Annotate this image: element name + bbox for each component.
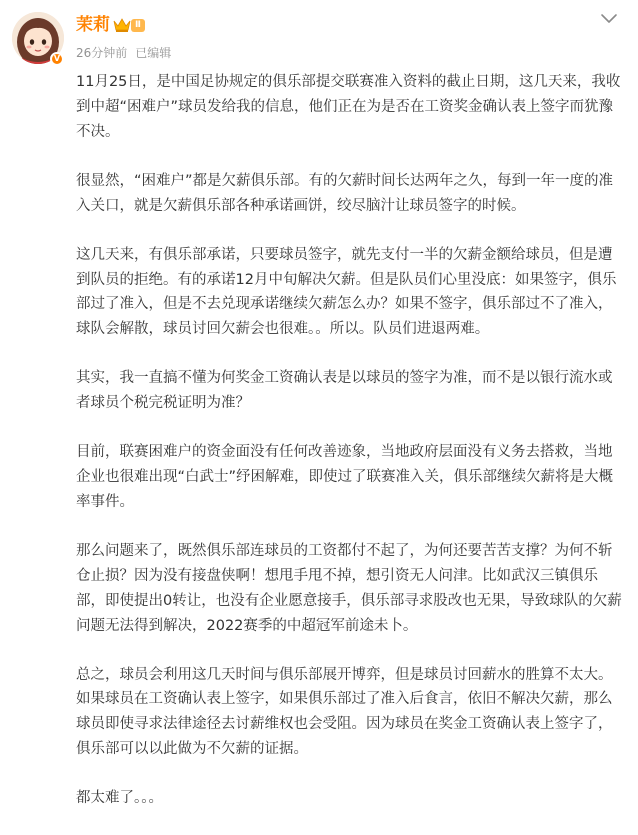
paragraph: 那么问题来了，既然俱乐部连球员的工资都付不起了，为何还要苦苦支撑？为何不斩仓止损？因为没有接盘侠啊！想甩手甩不掉，想引资无人问津。比如武汉三镇俱乐部，即使提出0转让，也没有企业愿意接手，俱乐部寻求股改也无果，导致球队的欠薪问题无法得到解决，2022赛季的中超冠军前途未卜。 <box>76 543 622 634</box>
paragraph: 很显然，“困难户”都是欠薪俱乐部。有的欠薪时间长达两年之久，每到一年一度的准入关口，就是欠薪俱乐部各种承诺画饼，绞尽脑汁让球员签字的时候。 <box>76 172 614 214</box>
edited-label[interactable]: 已编辑 <box>135 46 172 60</box>
post-meta <box>76 45 171 61</box>
paragraph: 都太难了。。。 <box>76 790 163 807</box>
user-name[interactable]: 茉莉 <box>76 15 110 35</box>
paragraph: 其实，我一直搞不懂为何奖金工资确认表是以球员的签字为准，而不是以银行流水或者球员个税完税证明为准？ <box>76 370 613 412</box>
paragraph: 11月25日，是中国足协规定的俱乐部提交联赛准入资料的截止日期，这几天来，我收到中超“困难户”球员发给我的信息，他们正在为是否在工资奖金确认表上签字而犹豫不决。 <box>76 74 621 140</box>
paragraph: 这几天来，有俱乐部承诺，只要球员签字，就先支付一半的欠薪金额给球员，但是遭到队员的拒绝。有的承诺12月中旬解决欠薪。但是队员们心里没底：如果签字，俱乐部过了准入，但是不去兑现承诺继续欠薪怎么办？如果不签字，俱乐部过不了准入，球队会解散，球员讨回欠薪会也很难。。所以。队员们进退两难。 <box>76 246 617 338</box>
chevron-down-icon[interactable] <box>600 12 618 26</box>
post-content <box>76 70 626 835</box>
verified-badge: V <box>50 52 64 66</box>
level-badge: Ⅱ <box>131 19 145 32</box>
post-time[interactable]: 26分钟前 <box>76 46 128 60</box>
paragraph: 总之，球员会利用这几天时间与俱乐部展开博弈，但是球员讨回薪水的胜算不太大。如果球员在工资确认表上签字，如果俱乐部过了准入后食言，依旧不解决欠薪，那么球员即使寻求法律途径去讨薪维权也会受阻。因为球员在奖金工资确认表上签字了，俱乐部可以以此做为不欠薪的证据。 <box>76 666 613 758</box>
paragraph: 目前，联赛困难户的资金面没有任何改善迹象，当地政府层面没有义务去搭救，当地企业也很难出现“白武士”纾困解难，即使过了联赛准入关，俱乐部继续欠薪将是大概率事件。 <box>76 444 614 510</box>
crown-icon[interactable] <box>113 17 131 33</box>
